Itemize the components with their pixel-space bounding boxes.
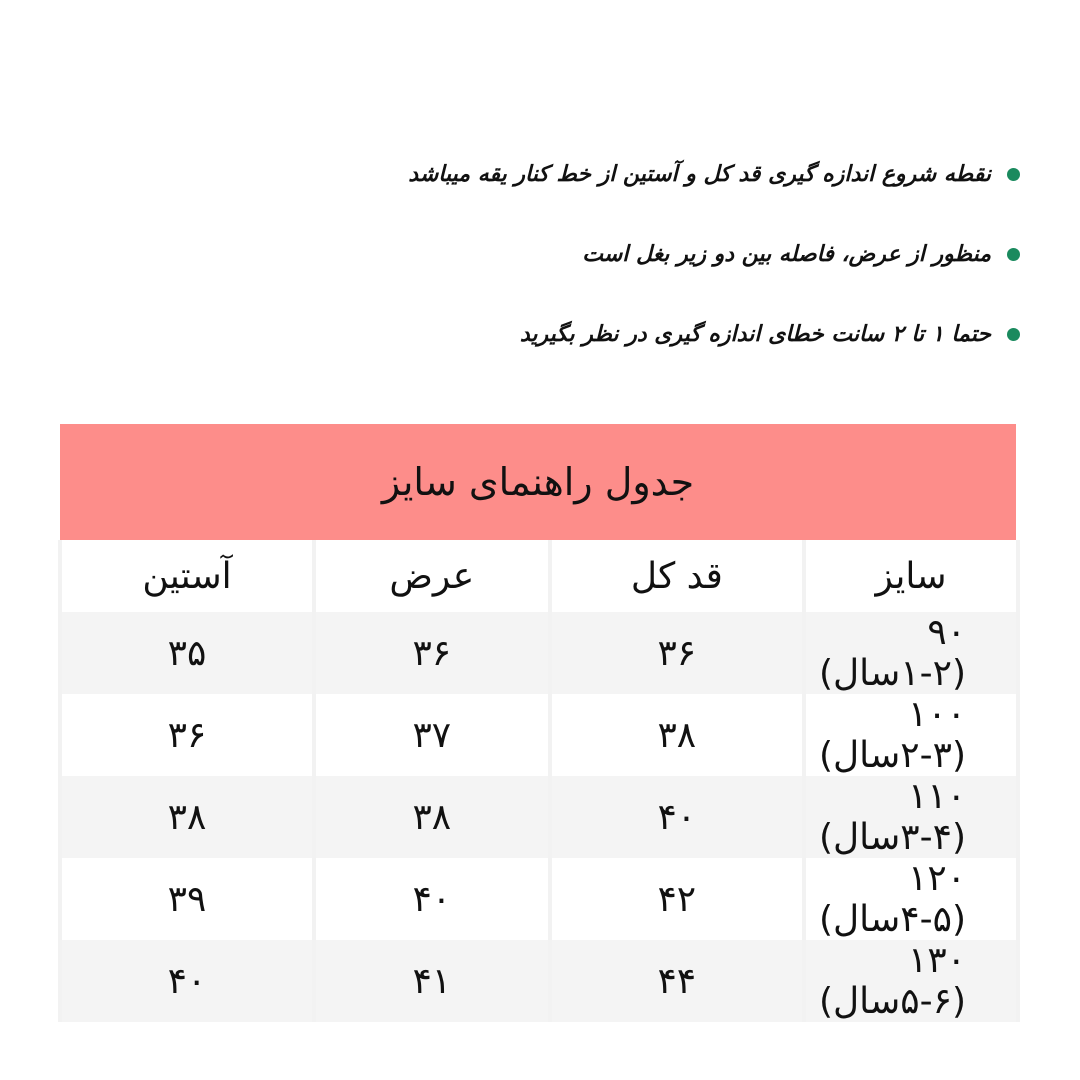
bullet-icon bbox=[1007, 328, 1020, 341]
measurement-notes bbox=[320, 150, 1020, 390]
size-cell: ۱۲۰ (۴-۵سال) bbox=[806, 858, 1020, 940]
note-item bbox=[320, 150, 1020, 198]
sleeve-cell: ۳۸ bbox=[58, 776, 316, 858]
header-size: سایز bbox=[806, 540, 1020, 612]
length-cell: ۴۲ bbox=[552, 858, 806, 940]
header-length: قد کل bbox=[552, 540, 806, 612]
width-cell: ۴۱ bbox=[316, 940, 552, 1022]
note-text: حتما ۱ تا ۲ سانت خطای اندازه گیری در نظر بگیرید bbox=[519, 321, 991, 347]
table-title: جدول راهنمای سایز bbox=[60, 424, 1016, 540]
length-cell: ۳۸ bbox=[552, 694, 806, 776]
table-row bbox=[58, 612, 1020, 694]
width-cell: ۳۷ bbox=[316, 694, 552, 776]
size-cell: ۱۳۰ (۵-۶سال) bbox=[806, 940, 1020, 1022]
sleeve-cell: ۳۹ bbox=[58, 858, 316, 940]
bullet-icon bbox=[1007, 168, 1020, 181]
width-cell: ۴۰ bbox=[316, 858, 552, 940]
note-text: نقطه شروع اندازه گیری قد کل و آستین از خط کنار یقه میباشد bbox=[408, 161, 991, 187]
size-guide bbox=[60, 424, 1016, 1022]
header-sleeve: آستین bbox=[58, 540, 316, 612]
size-cell: ۱۱۰ (۳-۴سال) bbox=[806, 776, 1020, 858]
table-row bbox=[58, 776, 1020, 858]
note-item bbox=[320, 230, 1020, 278]
note-text: منظور از عرض، فاصله بین دو زیر بغل است bbox=[582, 241, 991, 267]
table-row bbox=[58, 694, 1020, 776]
header-width: عرض bbox=[316, 540, 552, 612]
table-row bbox=[58, 940, 1020, 1022]
length-cell: ۴۰ bbox=[552, 776, 806, 858]
size-table bbox=[58, 540, 1020, 1022]
table-row bbox=[58, 858, 1020, 940]
note-item bbox=[320, 310, 1020, 358]
size-cell: ۱۰۰ (۲-۳سال) bbox=[806, 694, 1020, 776]
length-cell: ۳۶ bbox=[552, 612, 806, 694]
sleeve-cell: ۴۰ bbox=[58, 940, 316, 1022]
width-cell: ۳۸ bbox=[316, 776, 552, 858]
size-cell: ۹۰ (۱-۲سال) bbox=[806, 612, 1020, 694]
header-row bbox=[58, 540, 1020, 612]
sleeve-cell: ۳۵ bbox=[58, 612, 316, 694]
length-cell: ۴۴ bbox=[552, 940, 806, 1022]
sleeve-cell: ۳۶ bbox=[58, 694, 316, 776]
bullet-icon bbox=[1007, 248, 1020, 261]
width-cell: ۳۶ bbox=[316, 612, 552, 694]
